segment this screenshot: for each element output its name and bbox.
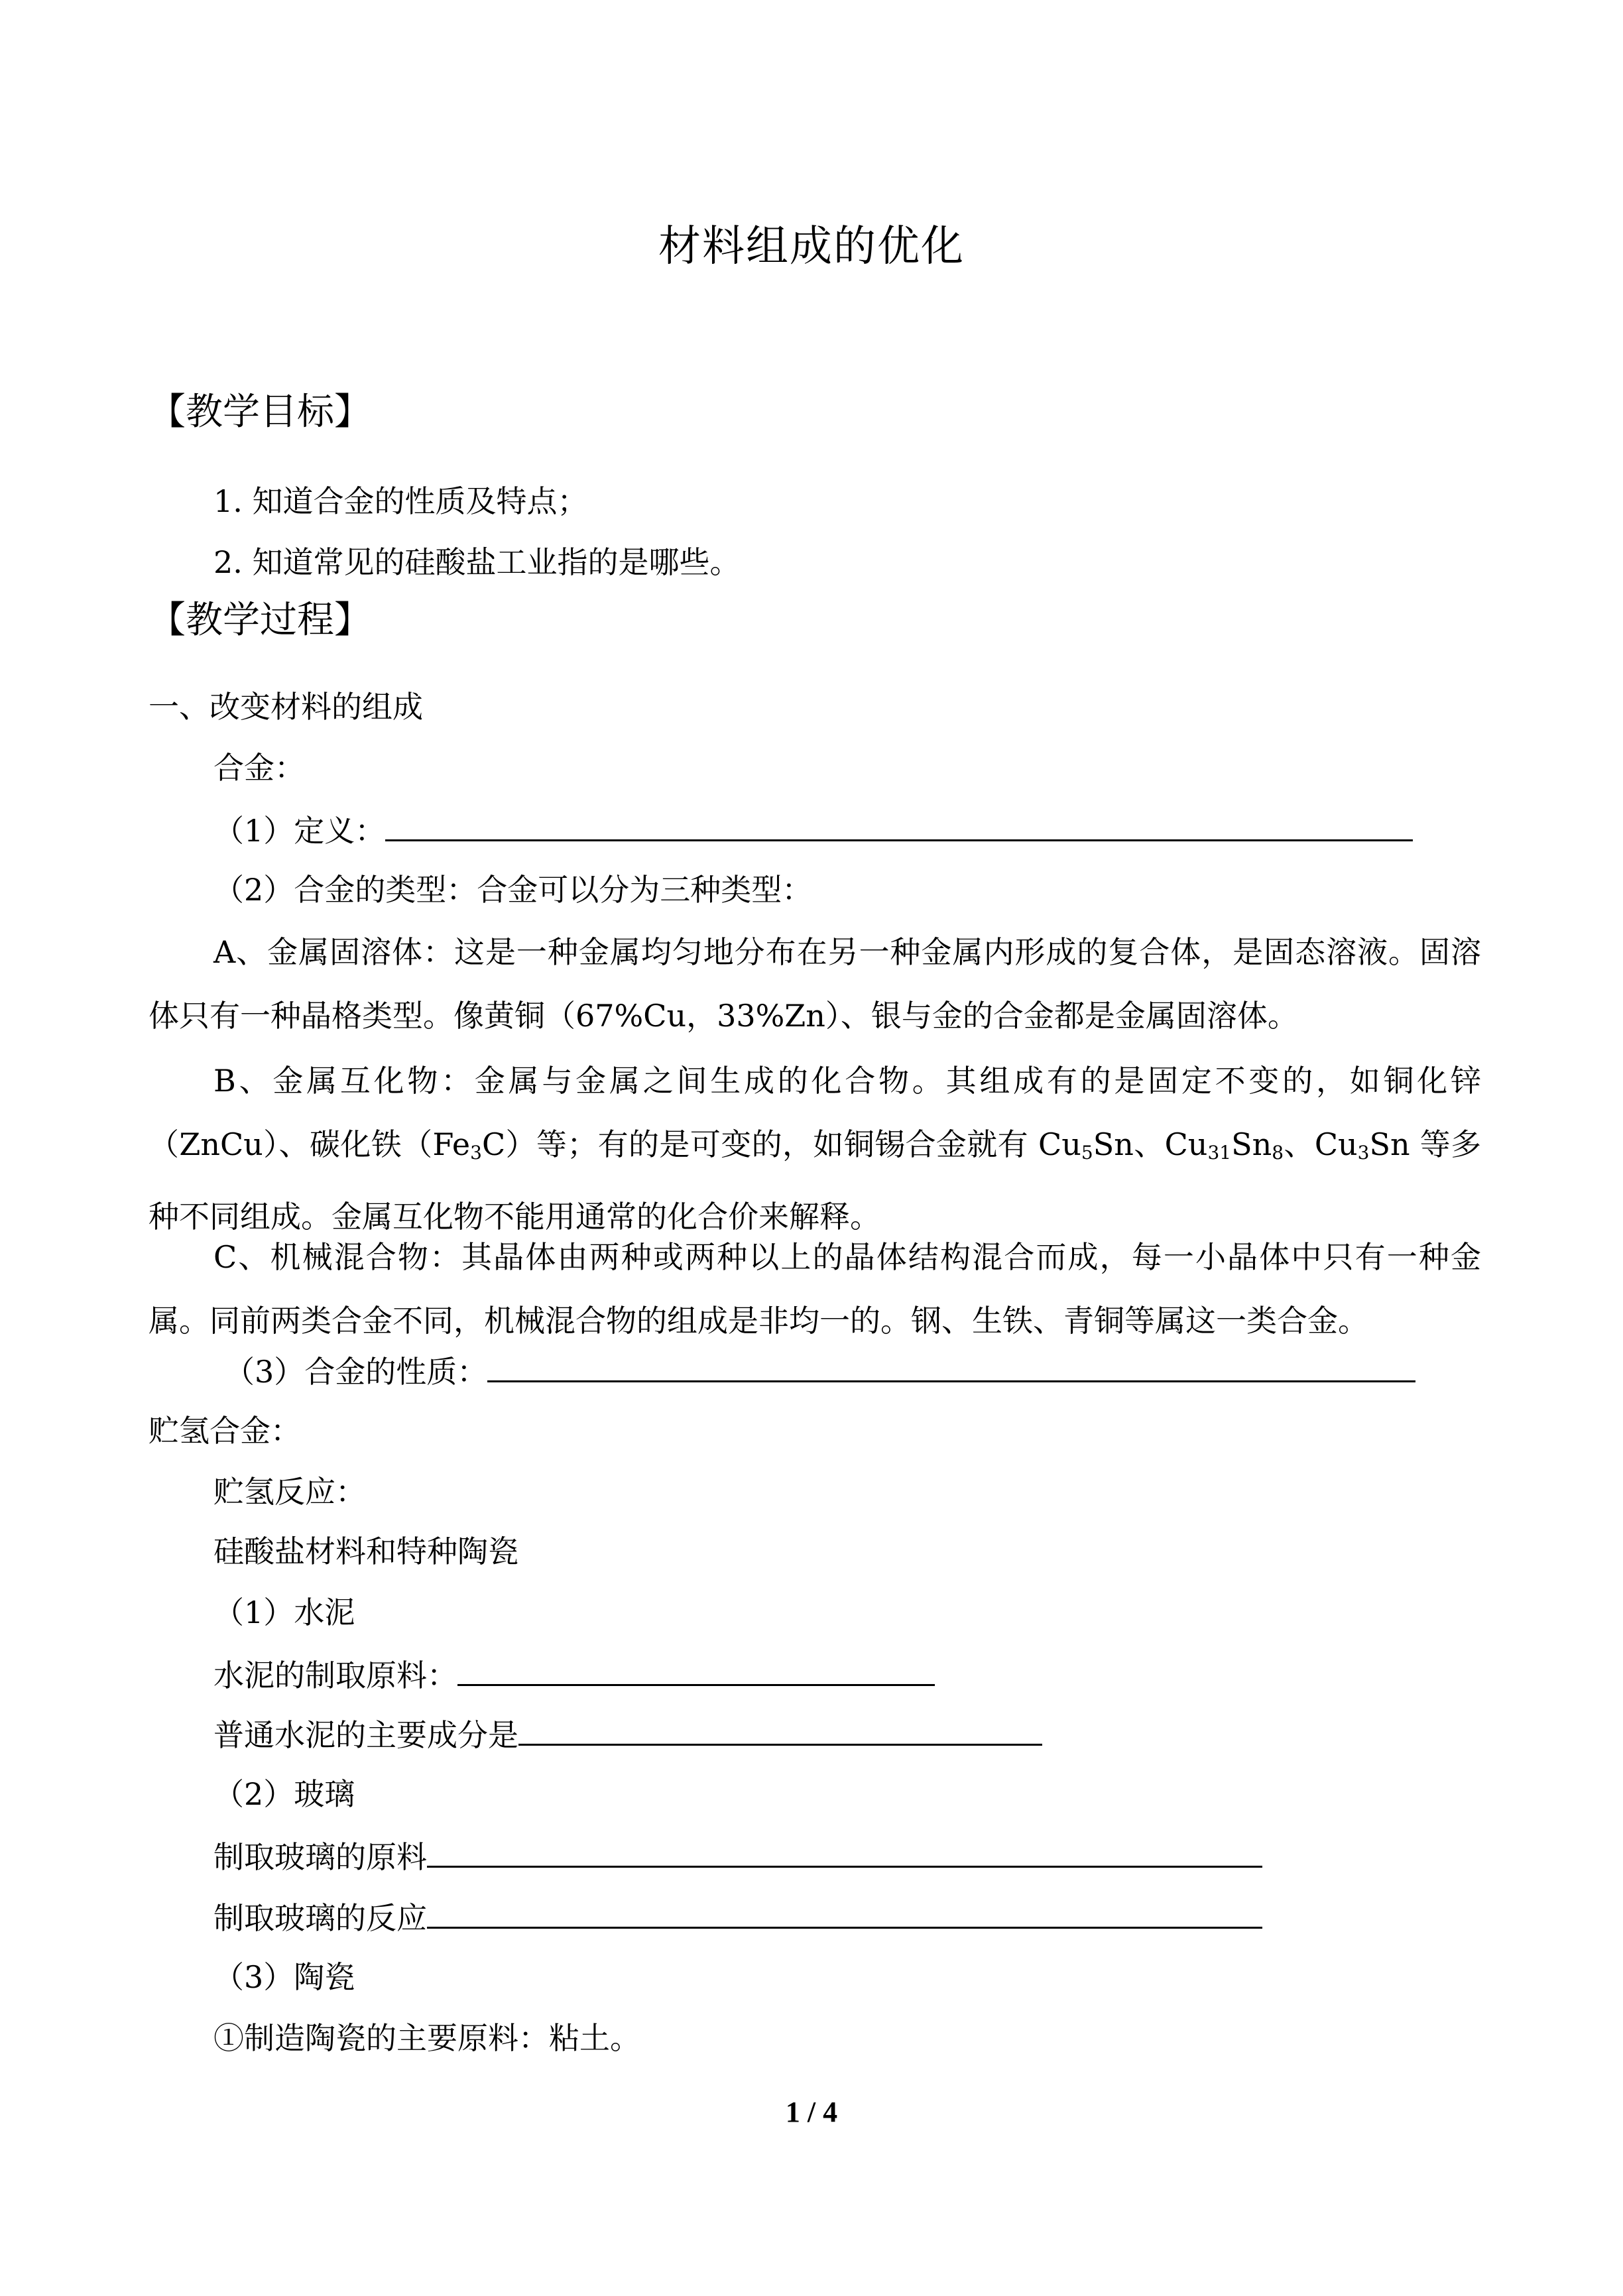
cement-main-line — [213, 1713, 1042, 1755]
type-b-sub-4: 8 — [1272, 1142, 1284, 1164]
process-heading: 【教学过程】 — [149, 599, 371, 642]
type-b-text-6: Sn 等多种不同组成。金属互化物不能用通常的化合价来解释。 — [149, 1126, 1481, 1235]
cement-heading: （1）水泥 — [213, 1595, 355, 1630]
type-b-sub-2: 5 — [1081, 1142, 1093, 1164]
cement-raw-line — [213, 1654, 935, 1695]
document-title: 材料组成的优化 — [658, 222, 965, 271]
objective-item-1: 1. 知道合金的性质及特点； — [213, 483, 588, 519]
type-b-text-1: B、金属互化物：金属与金属之间生成的化合物。其组成有的是固定不变的，如铜化锌（ZnCu）、碳化铁（Fe — [149, 1063, 1481, 1162]
part1-title: 一、改变材料的组成 — [149, 689, 423, 725]
hydrogen-alloy: 贮氢合金： — [149, 1413, 301, 1449]
type-b-sub-3: 31 — [1207, 1142, 1232, 1164]
objectives-heading: 【教学目标】 — [149, 391, 371, 434]
glass-heading: （2）玻璃 — [213, 1776, 355, 1812]
definition-line — [213, 809, 1413, 851]
alloy-label: 合金： — [213, 750, 305, 786]
ceramics-raw: ①制造陶瓷的主要原料：粘土。 — [213, 2020, 640, 2056]
glass-reaction-label: 制取玻璃的反应 — [213, 1900, 427, 1936]
definition-blank[interactable] — [385, 809, 1413, 841]
glass-raw-blank[interactable] — [427, 1835, 1262, 1868]
hydrogen-reaction: 贮氢反应： — [213, 1474, 366, 1510]
cement-main-blank[interactable] — [518, 1713, 1042, 1746]
glass-reaction-blank[interactable] — [427, 1896, 1262, 1929]
type-b-text-2: C）等；有的是可变的，如铜锡合金就有 Cu — [481, 1126, 1081, 1162]
properties-label: （3）合金的性质： — [224, 1354, 488, 1390]
types-intro: （2）合金的类型：合金可以分为三种类型： — [213, 872, 813, 908]
type-a-paragraph: A、金属固溶体：这是一种金属均匀地分布在另一种金属内形成的复合体，是固态溶液。固溶体只有一种晶格类型。像黄铜（67%Cu，33%Zn）、银与金的合金都是金属固溶体。 — [149, 934, 1481, 1034]
type-c-paragraph: C、机械混合物：其晶体由两种或两种以上的晶体结构混合而成，每一小晶体中只有一种金属。同前两类合金不同，机械混合物的组成是非均一的。钢、生铁、青铜等属这一类合金。 — [149, 1239, 1481, 1339]
silicate-heading: 硅酸盐材料和特种陶瓷 — [213, 1534, 518, 1569]
ceramics-heading: （3）陶瓷 — [213, 1959, 355, 1995]
glass-raw-label: 制取玻璃的原料 — [213, 1839, 427, 1875]
type-b-sub-1: 3 — [470, 1142, 482, 1164]
page-number: 1 / 4 — [785, 2096, 838, 2128]
glass-reaction-line — [213, 1896, 1262, 1938]
type-b-text-3: Sn、Cu — [1093, 1126, 1208, 1162]
glass-raw-line — [213, 1835, 1262, 1877]
cement-raw-label: 水泥的制取原料： — [213, 1658, 457, 1693]
type-b-sub-5: 3 — [1357, 1142, 1370, 1164]
cement-raw-blank[interactable] — [457, 1654, 935, 1686]
cement-main-label: 普通水泥的主要成分是 — [213, 1717, 518, 1753]
type-b-text-5: 、Cu — [1284, 1126, 1358, 1162]
type-b-text-4: Sn — [1231, 1126, 1272, 1162]
properties-blank[interactable] — [487, 1350, 1415, 1382]
type-b-paragraph — [149, 1049, 1481, 1248]
objective-item-2: 2. 知道常见的硅酸盐工业指的是哪些。 — [213, 544, 741, 580]
definition-label: （1）定义： — [213, 813, 386, 849]
properties-line — [224, 1350, 1415, 1392]
